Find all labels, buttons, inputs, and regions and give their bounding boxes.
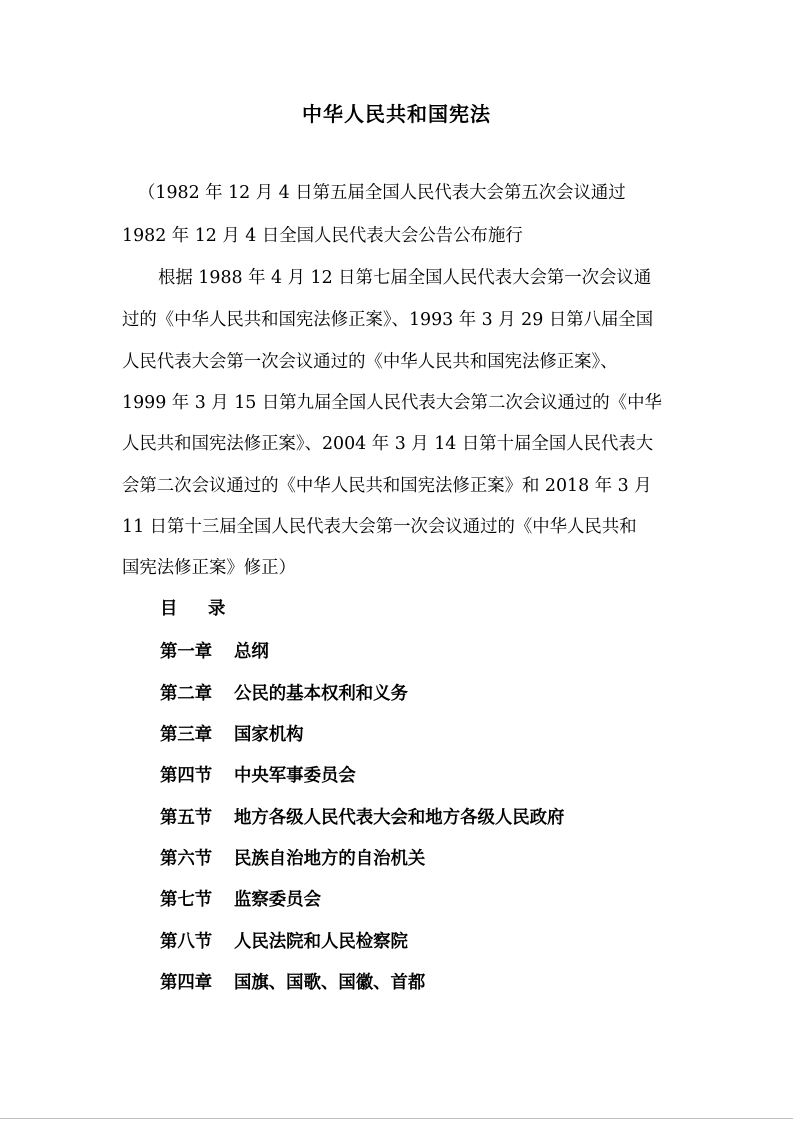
- toc-item-label: 国旗、国歌、国徽、首都: [234, 973, 426, 993]
- toc-item: [160, 889, 321, 911]
- preamble-line: 人民代表大会第一次会议通过的《中华人民共和国宪法修正案》、: [122, 352, 618, 372]
- toc-item-label: 总纲: [234, 642, 269, 662]
- preamble-line: 过的《中华人民共和国宪法修正案》、1993 年 3 月 29 日第八届全国: [122, 310, 654, 330]
- toc-item: [160, 848, 425, 870]
- preamble-line: 人民共和国宪法修正案》、2004 年 3 月 14 日第十届全国人民代表大: [122, 434, 654, 454]
- toc-item-number: 第五节: [160, 808, 213, 828]
- toc-item-label: 民族自治地方的自治机关: [234, 849, 426, 869]
- toc-item-number: 第三章: [160, 725, 213, 745]
- toc-item-label: 监察委员会: [234, 890, 321, 910]
- toc-item: [160, 641, 269, 663]
- toc-item-number: 第七节: [160, 890, 213, 910]
- toc-item: [160, 765, 356, 787]
- preamble-line: 会第二次会议通过的《中华人民共和国宪法修正案》和 2018 年 3 月: [122, 476, 652, 496]
- toc-item-label: 公民的基本权利和义务: [234, 684, 408, 704]
- preamble-line: 1999 年 3 月 15 日第九届全国人民代表大会第二次会议通过的《中华: [122, 393, 662, 413]
- toc-item: [160, 683, 408, 705]
- toc-item-number: 第八节: [160, 932, 213, 952]
- toc-item: [160, 807, 564, 829]
- toc-item-number: 第四节: [160, 766, 213, 786]
- page-divider: [0, 1118, 793, 1119]
- toc-item-number: 第一章: [160, 642, 213, 662]
- document-title: 中华人民共和国宪法: [302, 102, 491, 126]
- toc-item: [160, 931, 408, 953]
- toc-item-number: 第四章: [160, 973, 213, 993]
- toc-item: [160, 972, 425, 994]
- toc-item-number: 第二章: [160, 684, 213, 704]
- preamble-line: 11 日第十三届全国人民代表大会第一次会议通过的《中华人民共和: [122, 517, 637, 537]
- toc-item-label: 中央军事委员会: [234, 766, 356, 786]
- toc-item: [160, 724, 304, 746]
- preamble-line: （1982 年 12 月 4 日第五届全国人民代表大会第五次会议通过: [138, 183, 626, 203]
- toc-item-number: 第六节: [160, 849, 213, 869]
- toc-item-label: 国家机构: [234, 725, 304, 745]
- preamble-line: 1982 年 12 月 4 日全国人民代表大会公告公布施行: [122, 226, 523, 246]
- toc-heading: [160, 598, 225, 620]
- preamble-line: 根据 1988 年 4 月 12 日第七届全国人民代表大会第一次会议通: [158, 268, 652, 288]
- toc-heading-right: 录: [208, 599, 226, 619]
- toc-item-label: 地方各级人民代表大会和地方各级人民政府: [234, 808, 565, 828]
- toc-heading-left: 目: [160, 599, 178, 619]
- preamble-line: 国宪法修正案》修正）: [122, 558, 296, 578]
- toc-item-label: 人民法院和人民检察院: [234, 932, 408, 952]
